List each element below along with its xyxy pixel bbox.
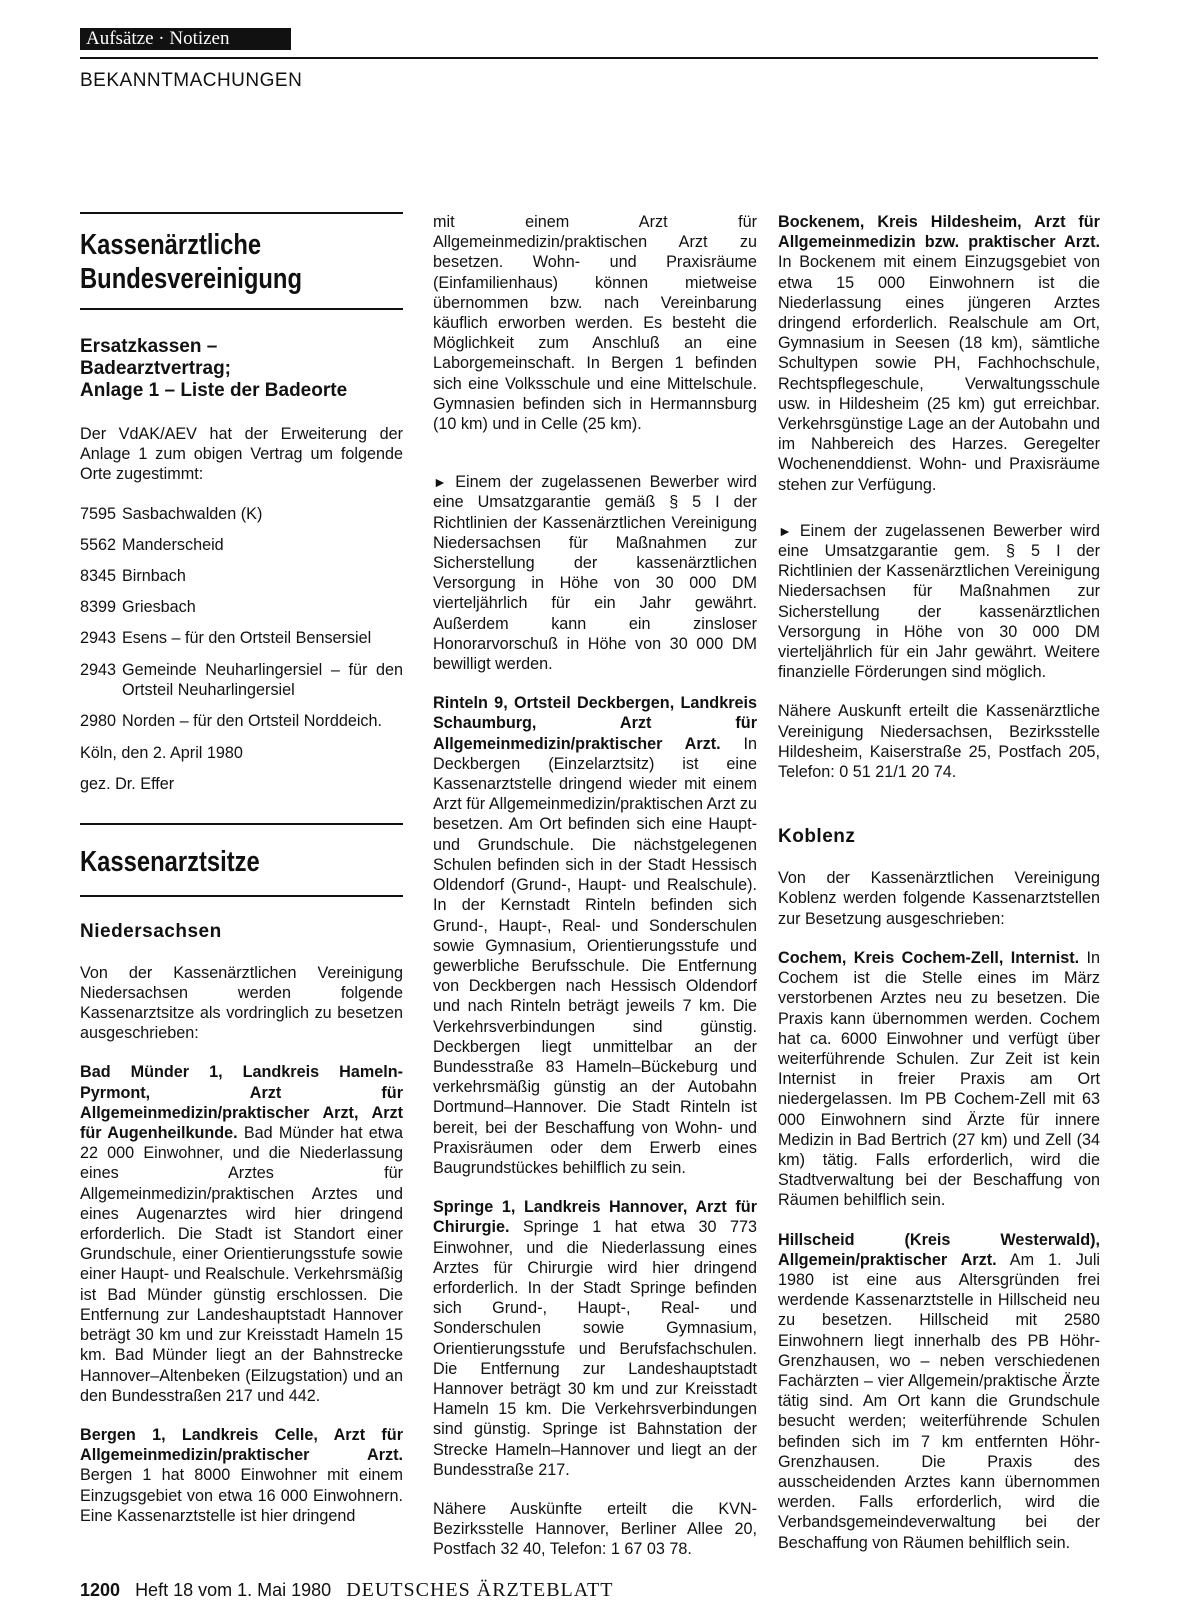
list-item xyxy=(80,597,403,617)
list-item xyxy=(80,504,403,524)
kbv-heading xyxy=(80,228,403,296)
page-number: 1200 xyxy=(80,1580,121,1600)
listing-text: In Deckbergen (Einzelarztsitz) ist eine Kassenarztstelle dringend wieder mit einem Arzt für Allgemeinmedizin/praktischen Arzt zu besetzen. Am Ort befinden sich eine Haupt- und Grundschule. Die nächstgelegenen Schulen befinden sich in der Stadt Hessisch Oldendorf (Grund-, Haupt- und Realschule). In der Kernstadt Rinteln befinden sich Grund-, Haupt-, Real- und Sonderschulen sowie Gymnasium, Orientierungsstufe und gewerbliche Berufsschule. Die Entfernung von Deckbergen nach Hessisch Oldendorf und nach Rinteln beträgt jeweils 7 km. Die Verkehrsverbindungen sind günstig. Deckbergen liegt unmittelbar an der Bundesstraße 83 Hameln–Bückeburg und verkehrsmäßig günstig an der Autobahn Dortmund–Hannover. Die Stadt Rinteln ist bereit, bei der Beschaffung von Wohn- und Praxisräumen oder dem Erwerb eines Baugrundstückes behilflich zu sein. xyxy=(433,734,758,1177)
note-text: Einem der zugelassenen Bewerber wird eine Umsatzgarantie gem. § 5 I der Richtlinien der Kassenärztlichen Vereinigung Niedersachsen für Maßnahmen zur Sicherstellung der kassenärztlichen Versorgung in Höhe von 30 000 DM vierteljährlich für ein Jahr gewährt. Weitere finanzielle Förderungen sind möglich. xyxy=(778,521,1100,682)
postcode: 2943 xyxy=(80,629,117,648)
subheading-line3: Anlage 1 – Liste der Badeorte xyxy=(80,380,348,401)
place-name: Esens – für den Ortsteil Bensersiel xyxy=(122,629,372,648)
list-item xyxy=(80,711,403,731)
signature-line: gez. Dr. Effer xyxy=(80,775,175,794)
listing-text: In Bockenem mit einem Einzugsgebiet von etwa 15 000 Einwohnern ist die Niederlassung eines jüngeren Arztes dringend erforderlich. Realschule am Ort, Gymnasium in Seesen (18 km), sämtliche Schultypen sowie PH, Fachhochschule, Rechtspflegeschule, Verwaltungsschule usw. in Hildesheim (25 km) gut erreichbar. Verkehrsgünstige Lage an der Autobahn und im Nahbereich des Harzes. Geregelter Wochenenddienst. Wohn- und Praxisräume stehen zur Verfügung. xyxy=(778,253,1100,494)
umsatzgarantie-note xyxy=(778,521,1100,683)
listing-bergen xyxy=(80,1425,403,1526)
listing-text: Bergen 1 hat 8000 Einwohner mit einem Einzugsgebiet von etwa 16 000 Einwohnern. Eine Kassenarztstelle ist hier dringend xyxy=(80,1466,403,1525)
list-item xyxy=(80,660,403,700)
arrow-icon: ► xyxy=(433,474,447,491)
contact-hannover: Nähere Auskünfte erteilt die KVN-Bezirksstelle Hannover, Berliner Allee 20, Postfach 32 40, Telefon: 1 67 03 78. xyxy=(433,1499,757,1559)
list-item xyxy=(80,535,403,555)
region-heading-koblenz: Koblenz xyxy=(778,826,856,848)
listing-title: Bad Münder 1, Landkreis Hameln-Pyrmont, Arzt für Allgemeinmedizin/praktischer Arzt, Arzt für Augenheilkunde. xyxy=(80,1063,403,1143)
listing-title: Bockenem, Kreis Hildesheim, Arzt für Allgemeinmedizin bzw. praktischer Arzt. xyxy=(778,213,1100,252)
listing-title: Rinteln 9, Ortsteil Deckbergen, Landkreis Schaumburg, Arzt für Allgemeinmedizin/praktischer Arzt. xyxy=(433,694,757,753)
postcode: 8345 xyxy=(80,567,117,586)
badearzt-subheading xyxy=(80,336,403,402)
postcode: 5562 xyxy=(80,535,117,554)
listing-text: Springe 1 hat etwa 30 773 Einwohner, und die Niederlassung eines Arztes für Chirurgie wird hier dringend erforderlich. In der Stadt Springe befinden sich Grund-, Haupt-, Real- und Sonderschulen sowie Gymnasium, Orientierungsstufe und Berufsfachschulen. Die Entfernung zur Landeshauptstadt Hannover beträgt 30 km und zur Kreisstadt Hameln 15 km. Die Verkehrsverbindungen sind günstig. Springe ist Bahnstation der Strecke Hameln–Hannover und liegt an der Bundesstraße 217. xyxy=(433,1218,757,1479)
region-intro: Von der Kassenärztlichen Vereinigung Niedersachsen werden folgende Kassenarztsitze als vordringlich zu besetzen ausgeschrieben: xyxy=(80,963,403,1043)
page-footer xyxy=(80,1579,613,1602)
listing-text: In Cochem ist die Stelle eines im März verstorbenen Arztes neu zu besetzen. Die Praxis kann übernommen werden. Cochem hat ca. 6000 Einwohner und verfügt über weiterführende Schulen. Zur Zeit ist kein Internist in freier Praxis am Ort niedergelassen. Im PB Cochem-Zell mit 63 000 Einwohnern sind Ärzte für innere Medizin in Bad Bertrich (27 km) und Zell (34 km) tätig. Falls erforderlich, wird die Stadtverwaltung bei der Beschaffung von Räumen behilflich sein. xyxy=(778,948,1101,1210)
listing-title: Bergen 1, Landkreis Celle, Arzt für Allgemeinmedizin/praktischer Arzt. xyxy=(80,1425,403,1465)
listing-springe xyxy=(433,1197,757,1480)
koblenz-intro: Von der Kassenärztlichen Vereinigung Koblenz werden folgende Kassenarztstellen zur Besetzung ausgeschrieben: xyxy=(778,869,1100,928)
divider xyxy=(80,895,403,897)
contact-hildesheim: Nähere Auskunft erteilt die Kassenärztliche Vereinigung Niedersachsen, Bezirksstelle Hildesheim, Kaiserstraße 25, Postfach 205, Telefon: 0 51 21/1 20 74. xyxy=(778,702,1100,782)
subheading-line1: Ersatzkassen – xyxy=(80,336,218,357)
place-name: Norden – für den Ortsteil Norddeich. xyxy=(122,712,383,731)
listing-bad-muender xyxy=(80,1062,403,1405)
magazine-name: DEUTSCHES ÄRZTEBLATT xyxy=(346,1579,614,1601)
subheading-line2: Badearztvertrag; xyxy=(80,358,231,379)
place-name: Gemeinde Neuharlingersiel – für den Ortsteil Neuharlingersiel xyxy=(122,660,403,699)
listing-text: Am 1. Juli 1980 ist eine aus Altersgründen frei werdende Kassenarztstelle in Hillscheid neu zu besetzen. Hillscheid mit 2580 Einwohnern liegt innerhalb des PB Höhr-Grenzhausen, wo – neben verschiedenen Fachärzten – vier Allgemein/praktische Ärzte tätig sind. Am Ort kann die Grundschule besucht werden; weiterführende Schulen befinden sich im 7 km entfernten Höhr-Grenzhausen. Die Praxis des ausscheidenden Arztes kann übernommen werden. Falls erforderlich, wird die Verbandsgemeindeverwaltung bei der Beschaffung von Räumen behilflich sein. xyxy=(778,1250,1101,1552)
listing-cochem xyxy=(778,948,1100,1211)
place-name: Manderscheid xyxy=(122,535,224,554)
listing-hillscheid xyxy=(778,1230,1100,1553)
divider xyxy=(80,212,403,214)
place-name: Birnbach xyxy=(122,567,186,586)
listing-rinteln xyxy=(433,693,757,1178)
listing-bergen-continued: mit einem Arzt für Allgemeinmedizin/praktischen Arzt zu besetzen. Wohn- und Praxisräume (Einfamilienhaus) können mietweise übernommen bzw. nach Vereinbarung käuflich erworben werden. Es besteht die Möglichkeit zum Anschluß an eine Laborgemeinschaft. In Bergen 1 befinden sich eine Volksschule und eine Mittelschule. Gymnasien befinden sich in Hermannsburg (10 km) und in Celle (25 km). xyxy=(433,213,757,434)
region-heading: Niedersachsen xyxy=(80,920,222,942)
postcode: 8399 xyxy=(80,598,117,617)
date-line: Köln, den 2. April 1980 xyxy=(80,744,243,763)
listing-bockenem xyxy=(778,212,1100,495)
column-3 xyxy=(778,212,1100,1572)
kbv-heading-line1: Kassenärztliche xyxy=(80,229,262,261)
section-tag: Aufsätze · Notizen xyxy=(80,28,291,50)
place-name: Griesbach xyxy=(122,598,196,617)
umsatzgarantie-note xyxy=(433,472,757,674)
list-item xyxy=(80,566,403,586)
note-text: Einem der zugelassenen Bewerber wird eine Umsatzgarantie gemäß § 5 I der Richtlinien der Kassenärztlichen Vereinigung Niedersachsen für Maßnahmen zur Sicherstellung der kassenärztlichen Versorgung in Höhe von 30 000 DM vierteljährlich für ein Jahr gewährt. Außerdem kann ein zinsloser Honorarvorschuß in Höhe von 30 000 DM bewilligt werden. xyxy=(433,473,757,674)
postcode: 7595 xyxy=(80,504,117,523)
listing-text: Bad Münder hat etwa 22 000 Einwohner, und die Niederlassung eines Arztes für Allgemeinmedizin/praktischen Arztes und eines Augenarztes wird hier dringend erforderlich. Die Stadt ist Standort einer Grundschule, einer Orientierungsstufe sowie einer Haupt- und Realschule. Verkehrsmäßig ist Bad Münder günstig erschlossen. Die Entfernung zur Landeshauptstadt Hannover beträgt 30 km und zur Kreisstadt Hameln 15 km. Bad Münder liegt an der Bahnstrecke Hannover–Altenbeken (Eilzugstation) und an den Bundesstraßen 217 und 442. xyxy=(80,1124,404,1405)
column-2 xyxy=(433,212,757,1579)
list-item xyxy=(80,628,403,648)
places-list xyxy=(80,504,403,732)
listing-title: Hillscheid (Kreis Westerwald), Allgemein/praktischer Arzt. xyxy=(778,1230,1100,1269)
kbv-heading-line2: Bundesvereinigung xyxy=(80,263,302,295)
section-title: BEKANNTMACHUNGEN xyxy=(80,70,303,91)
divider xyxy=(80,823,403,825)
postcode: 2980 xyxy=(80,712,117,731)
place-name: Sasbachwalden (K) xyxy=(122,504,263,523)
listing-title: Cochem, Kreis Cochem-Zell, Internist. xyxy=(778,948,1080,967)
kassenarztsitze-heading: Kassenarztsitze xyxy=(80,845,260,878)
badeorte-intro: Der VdAK/AEV hat der Erweiterung der Anlage 1 zum obigen Vertrag um folgende Orte zugestimmt: xyxy=(80,425,403,484)
divider xyxy=(80,308,403,310)
arrow-icon: ► xyxy=(778,522,792,539)
issue-info: Heft 18 vom 1. Mai 1980 xyxy=(135,1580,332,1600)
listing-title: Springe 1, Landkreis Hannover, Arzt für Chirurgie. xyxy=(433,1198,757,1237)
column-1 xyxy=(80,212,403,1545)
postcode: 2943 xyxy=(80,660,117,679)
header-rule xyxy=(80,57,1098,59)
